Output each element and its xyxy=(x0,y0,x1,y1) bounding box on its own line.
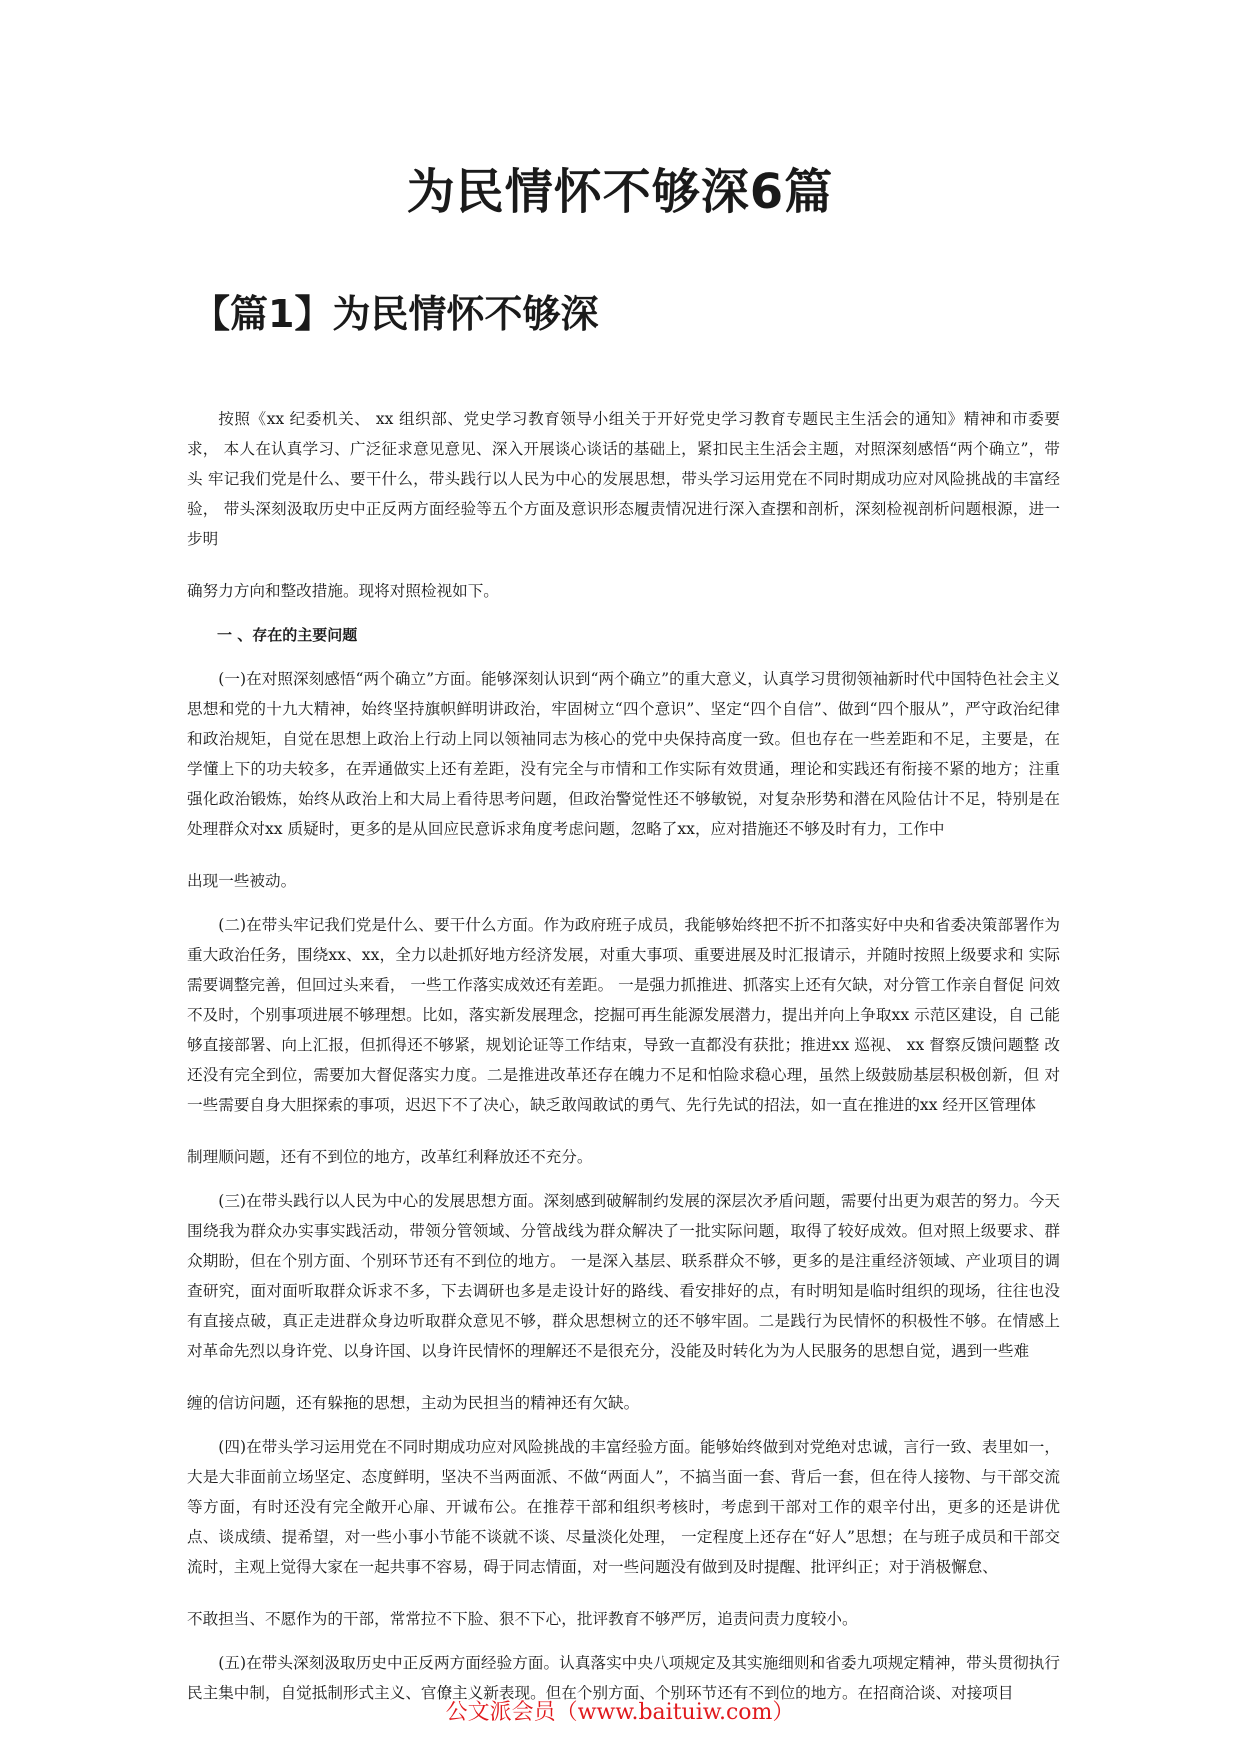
item-paragraph-continued: 出现一些被动。 xyxy=(187,872,297,890)
intro-paragraph-continued: 确努力方向和整改措施。现将对照检视如下。 xyxy=(187,582,499,600)
intro-paragraph: 按照《xx 纪委机关、 xx 组织部、党史学习教育领导小组关于开好党史学习教育专题民主生活会的通知》精神和市委要求， 本人在认真学习、广泛征求意见意见、深入开展谈心谈话的基础上，紧扣民主生活会主题，对照深刻感悟“两个确立”，带头 牢记我们党是什么、要干什么，带头践行以人民为中心的发展思想，带头学习运用党在不同时期成功应对风险挑战的丰富经验， 带头深刻汲取历史中正反两方面经验等五个方面及意识形态履责情况进行深入查摆和剖析，深刻检视剖析问题根源，进一步明 xyxy=(187,410,1060,548)
item-paragraph-continued: 缠的信访问题，还有躲拖的思想，主动为民担当的精神还有欠缺。 xyxy=(187,1394,640,1412)
item-paragraph: (三)在带头践行以人民为中心的发展思想方面。深刻感到破解制约发展的深层次矛盾问题，需要付出更为艰苦的努力。今天围绕我为群众办实事实践活动，带领分管领域、分管战线为群众解决了一批实际问题，取得了较好成效。但对照上级要求、群众期盼，但在个别方面、个别环节还有不到位的地方。 一是深入基层、联系群众不够，更多的是注重经济领域、产业项目的调查研究，面对面听取群众诉求不多，下去调研也多是走设计好的路线、看安排好的点，有时明知是临时组织的现场，往往也没有直接点破，真正走进群众身边听取群众意见不够，群众思想树立的还不够牢固。二是践行为民情怀的积极性不够。在情感上对革命先烈以身许党、以身许国、以身许民情怀的理解还不是很充分，没能及时转化为为人民服务的思想自觉，遇到一些难 xyxy=(187,1192,1060,1360)
document-title: 为民情怀不够深6篇 xyxy=(406,164,834,220)
section-title: 【篇1】为民情怀不够深 xyxy=(192,292,599,336)
item-paragraph: (一)在对照深刻感悟“两个确立”方面。能够深刻认识到“两个确立”的重大意义，认真学习贯彻领袖新时代中国特色社会主义思想和党的十九大精神，始终坚持旗帜鲜明讲政治，牢固树立“四个意识”、坚定“四个自信”、做到“四个服从”，严守政治纪律和政治规矩，自觉在思想上政治上行动上同以领袖同志为核心的党中央保持高度一致。但也存在一些差距和不足，主要是，在学懂上下的功夫较多，在弄通做实上还有差距，没有完全与市情和工作实际有效贯通，理论和实践还有衔接不紧的地方；注重强化政治锻炼，始终从政治上和大局上看待思考问题，但政治警觉性还不够敏锐，对复杂形势和潜在风险估计不足，特别是在处理群众对xx 质疑时，更多的是从回应民意诉求角度考虑问题，忽略了xx，应对措施还不够及时有力，工作中 xyxy=(187,670,1060,838)
item-paragraph: (五)在带头深刻汲取历史中正反两方面经验方面。认真落实中央八项规定及其实施细则和省委九项规定精神，带头贯彻执行民主集中制，自觉抵制形式主义、官僚主义新表现。但在个别方面、个别环节还有不到位的地方。在招商洽谈、对接项目 xyxy=(187,1654,1060,1702)
item-paragraph: (二)在带头牢记我们党是什么、要干什么方面。作为政府班子成员，我能够始终把不折不扣落实好中央和省委决策部署作为重大政治任务，围绕xx、xx，全力以赴抓好地方经济发展，对重大事项、重要进展及时汇报请示，并随时按照上级要求和 实际需要调整完善，但回过头来看， 一些工作落实成效还有差距。 一是强力抓推进、抓落实上还有欠缺，对分管工作亲自督促 问效不及时，个别事项进展不够理想。比如，落实新发展理念，挖掘可再生能源发展潜力，提出并向上争取xx 示范区建设，自 己能够直接部署、向上汇报，但抓得还不够紧，规划论证等工作结束，导致一直都没有获批；推进xx 巡视、 xx 督察反馈问题整 改还没有完全到位，需要加大督促落实力度。二是推进改革还存在魄力不足和怕险求稳心理，虽然上级鼓励基层积极创新，但 对一些需要自身大胆探索的事项，迟迟下不了决心，缺乏敢闯敢试的勇气、先行先试的招法，如一直在推进的xx 经开区管理体 xyxy=(187,916,1060,1114)
item-paragraph: (四)在带头学习运用党在不同时期成功应对风险挑战的丰富经验方面。能够始终做到对党绝对忠诚，言行一致、表里如一，大是大非面前立场坚定、态度鲜明，坚决不当两面派、不做“两面人”，不搞当面一套、背后一套，但在待人接物、与干部交流等方面，有时还没有完全敞开心扉、开诚布公。在推荐干部和组织考核时，考虑到干部对工作的艰辛付出，更多的还是讲优点、谈成绩、提希望，对一些小事小节能不谈就不谈、尽量淡化处理， 一定程度上还存在“好人”思想；在与班子成员和干部交流时，主观上觉得大家在一起共事不容易，碍于同志情面，对一些问题没有做到及时提醒、批评纠正；对于消极懈怠、 xyxy=(187,1438,1060,1576)
item-paragraph-continued: 制理顺问题，还有不到位的地方，改革红利释放还不充分。 xyxy=(187,1148,593,1166)
document-body xyxy=(187,404,1060,1708)
footer-watermark-link[interactable]: 公文派会员（www.baituiw.com） xyxy=(445,1700,795,1725)
section-heading-problems: 一 、存在的主要问题 xyxy=(217,626,358,644)
item-paragraph-continued: 不敢担当、不愿作为的干部，常常拉不下脸、狠不下心，批评教育不够严厉，追责问责力度较小。 xyxy=(187,1610,858,1628)
